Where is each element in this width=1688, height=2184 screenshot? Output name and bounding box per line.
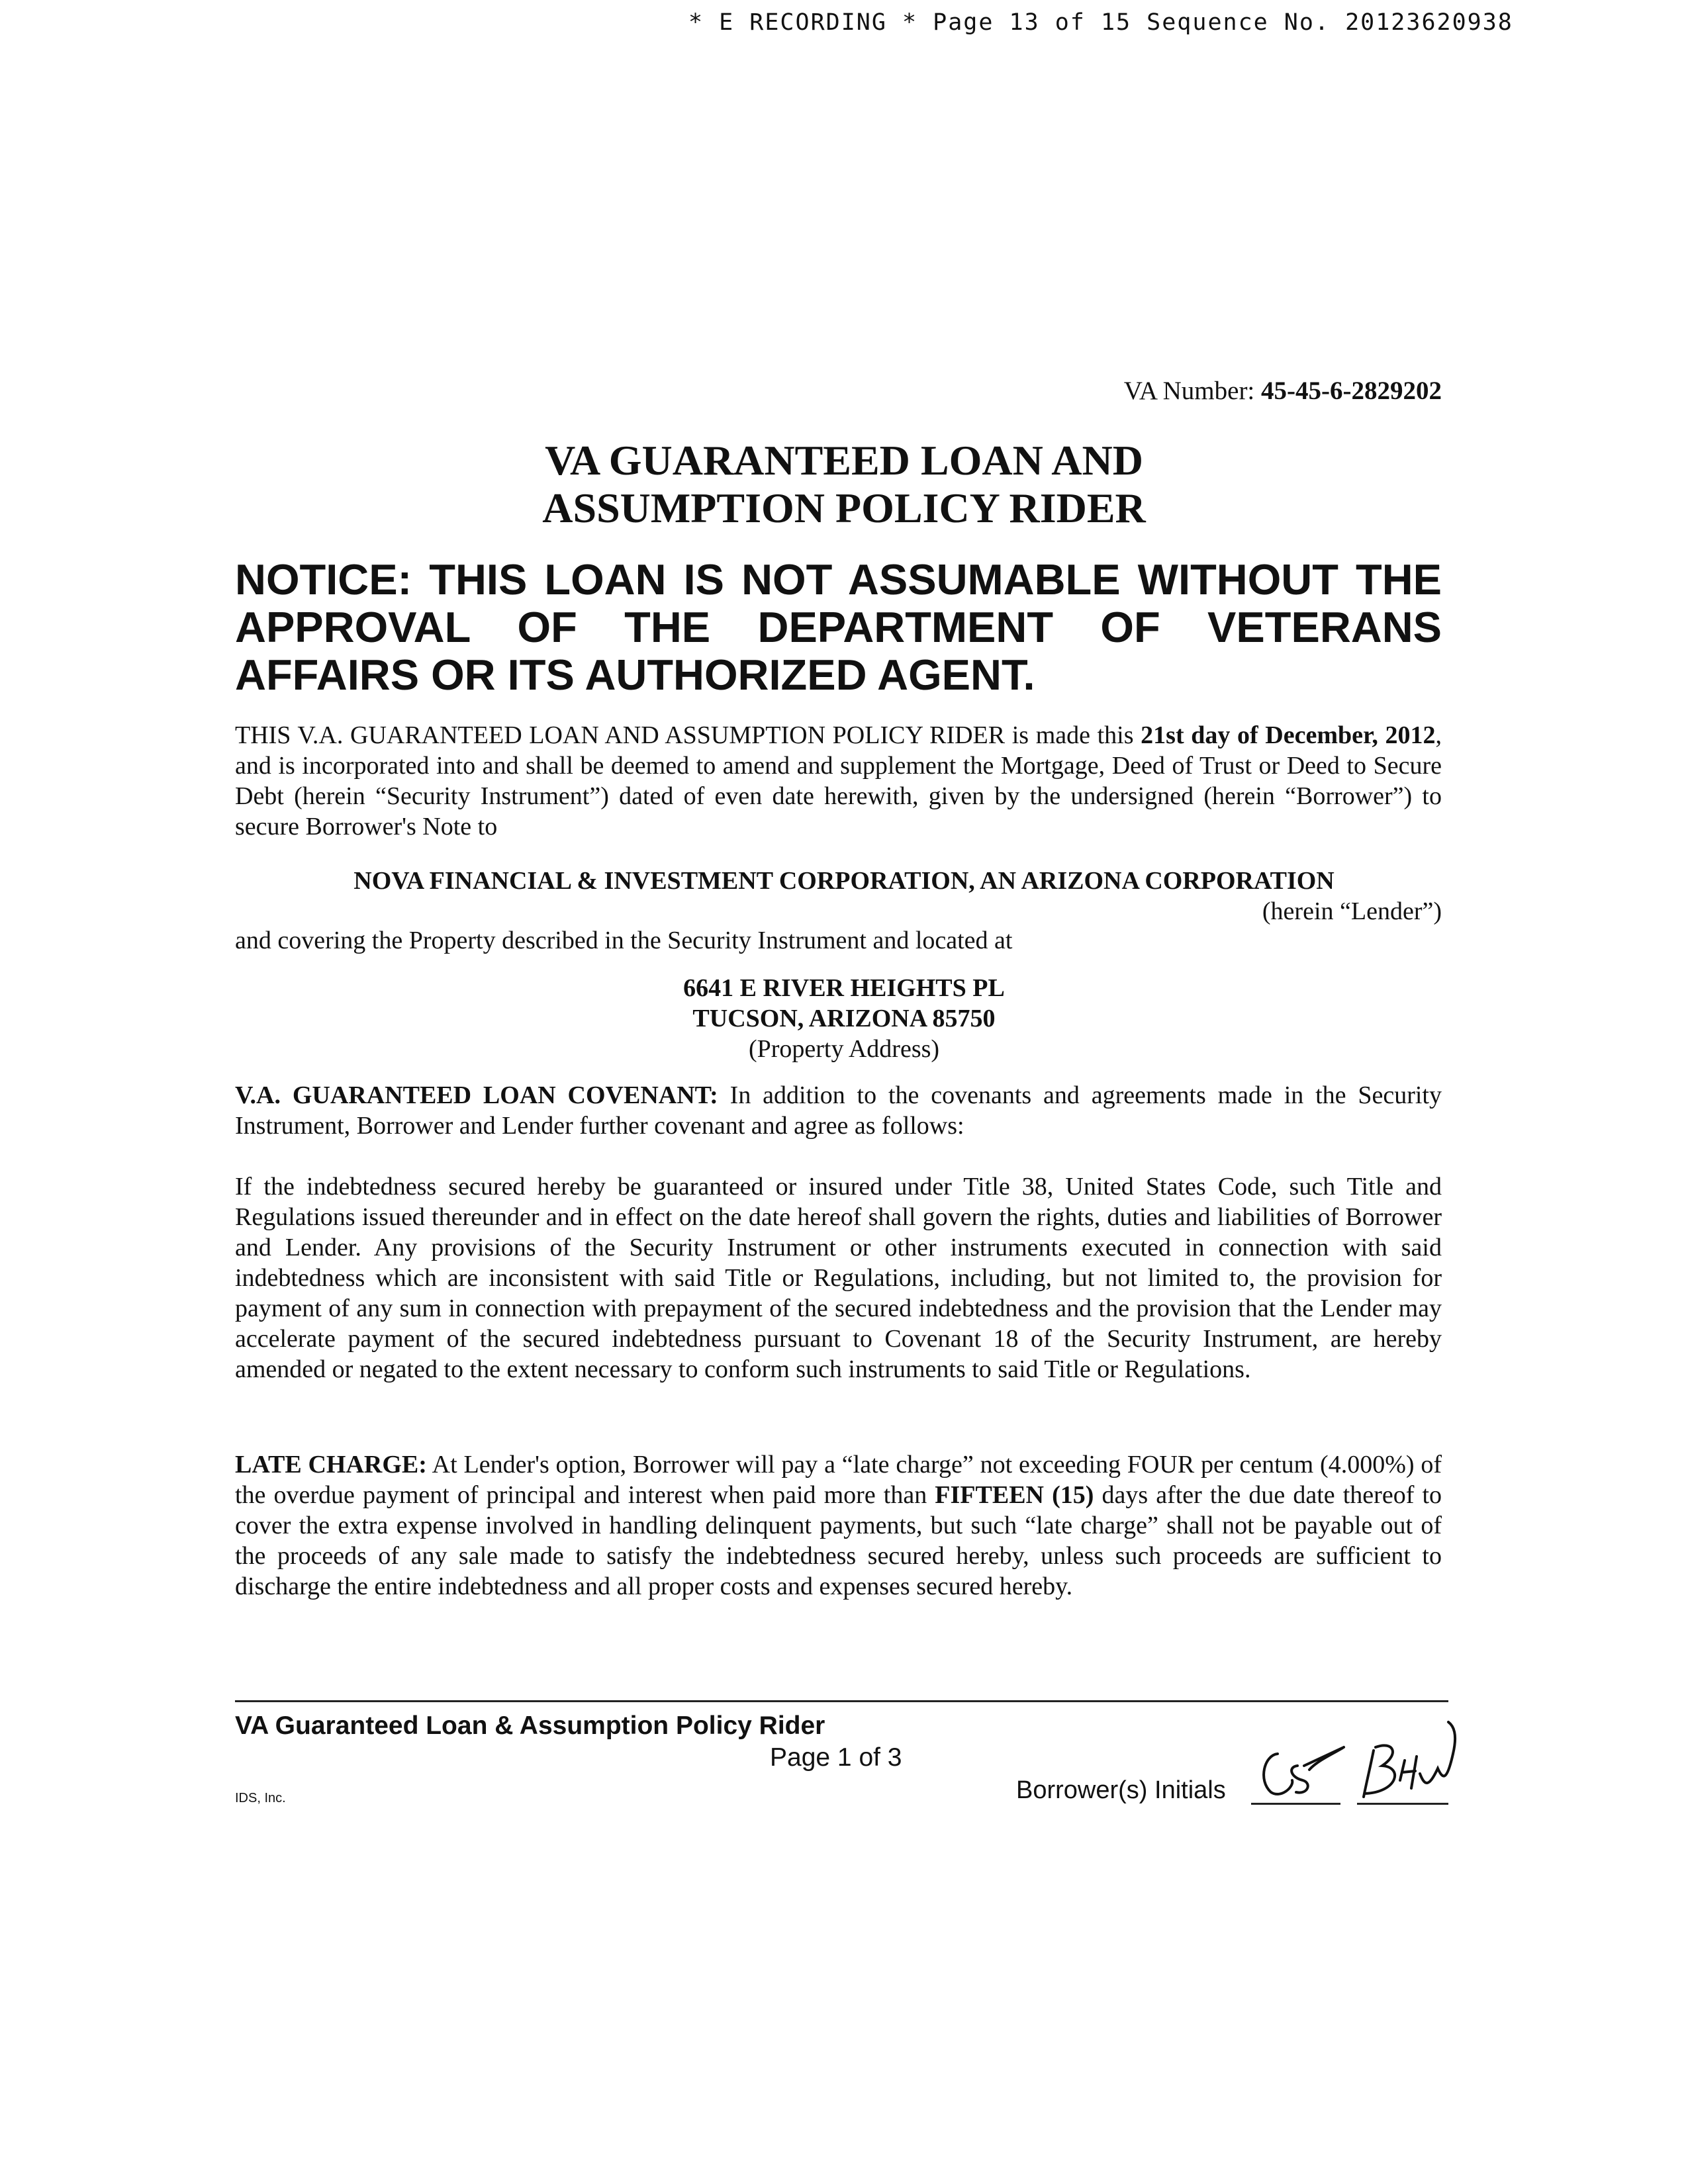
handwritten-initials [1251, 1714, 1463, 1813]
address-line-1: 6641 E RIVER HEIGHTS PL [683, 974, 1005, 1002]
footer-divider [235, 1700, 1448, 1702]
covering-text: and covering the Property described in the Security Instrument and located at [235, 927, 1013, 954]
title-line-1: VA GUARANTEED LOAN AND [545, 437, 1143, 484]
lender-label: (herein “Lender”) [1262, 897, 1442, 925]
address-line-2: TUCSON, ARIZONA 85750 [692, 1005, 996, 1032]
late-charge-text-1: At Lender's option, Borrower will pay a “late charge” not exceeding FOUR per centum (4.000%) of the overdue payment of principal and interest when paid more than [235, 1451, 1442, 1509]
late-charge-text-2: days after the due date thereof to cover the extra expense involved in handling delinquent payments, but such “late charge” shall not be payable out of the proceeds of any sale made to satisfy the indebtedness secured hereby, unless such proceeds are sufficient to discharge the entire indebtedness and all proper costs and expenses secured hereby. [235, 1481, 1442, 1600]
title38-paragraph: If the indebtedness secured hereby be guaranteed or insured under Title 38, United States Code, such Title and Regulations issued thereunder and in effect on the date hereof shall govern the rights, duties and liabilities of Borrower and Lender. Any provisions of the Security Instrument or other instruments executed in connection with said indebtedness which are inconsistent with said Title or Regulations, including, but not limited to, the provision for payment of any sum in connection with prepayment of the secured indebtedness and the provision that the Lender may accelerate payment of the secured indebtedness pursuant to Covenant 18 of the Security Instrument, are hereby amended or negated to the extent necessary to conform such instruments to said Title or Regulations. [235, 1173, 1442, 1383]
footer-page-number: Page 1 of 3 [770, 1743, 902, 1772]
intro-text-2: , and is incorporated into and shall be deemed to amend and supplement the Mortgage, Deed of Trust or Deed to Secure Debt (herein “Security Instrument”) dated of even date herewith, given by the undersigned (herein “Borrower”) to secure Borrower's Note to [235, 721, 1442, 841]
intro-paragraph [235, 720, 1442, 842]
covenant-text: In addition to the covenants and agreements made in the Security Instrument, Borrower and Lender further covenant and agree as follows: [235, 1081, 1442, 1140]
lender-name: NOVA FINANCIAL & INVESTMENT CORPORATION, AN ARIZONA CORPORATION [353, 867, 1335, 895]
initials-label: Borrower(s) Initials [1016, 1776, 1226, 1804]
document-title [0, 437, 1688, 532]
covenant-paragraph [235, 1080, 1442, 1141]
late-charge-paragraph [235, 1449, 1442, 1602]
late-charge-heading: LATE CHARGE: [235, 1451, 427, 1479]
property-address-label: (Property Address) [748, 1035, 940, 1063]
recording-stamp: * E RECORDING * Page 13 of 15 Sequence No. 20123620938 [688, 9, 1513, 36]
footer-vendor: IDS, Inc. [235, 1791, 286, 1805]
intro-date: 21st day of December, 2012 [1141, 721, 1436, 749]
va-number [1124, 376, 1442, 406]
covenant-heading: V.A. GUARANTEED LOAN COVENANT: [235, 1081, 718, 1109]
title-line-2: ASSUMPTION POLICY RIDER [542, 484, 1146, 531]
late-charge-days: FIFTEEN (15) [935, 1481, 1094, 1509]
intro-text-1: THIS V.A. GUARANTEED LOAN AND ASSUMPTION POLICY RIDER is made this [235, 721, 1141, 749]
va-number-label: VA Number: [1123, 377, 1262, 405]
va-number-value: 45-45-6-2829202 [1261, 377, 1442, 405]
notice-heading: NOTICE: THIS LOAN IS NOT ASSUMABLE WITHOUT THE APPROVAL OF THE DEPARTMENT OF VETERANS AFFAIRS OR ITS AUTHORIZED AGENT. [235, 555, 1442, 699]
footer-title: VA Guaranteed Loan & Assumption Policy Rider [235, 1711, 825, 1740]
